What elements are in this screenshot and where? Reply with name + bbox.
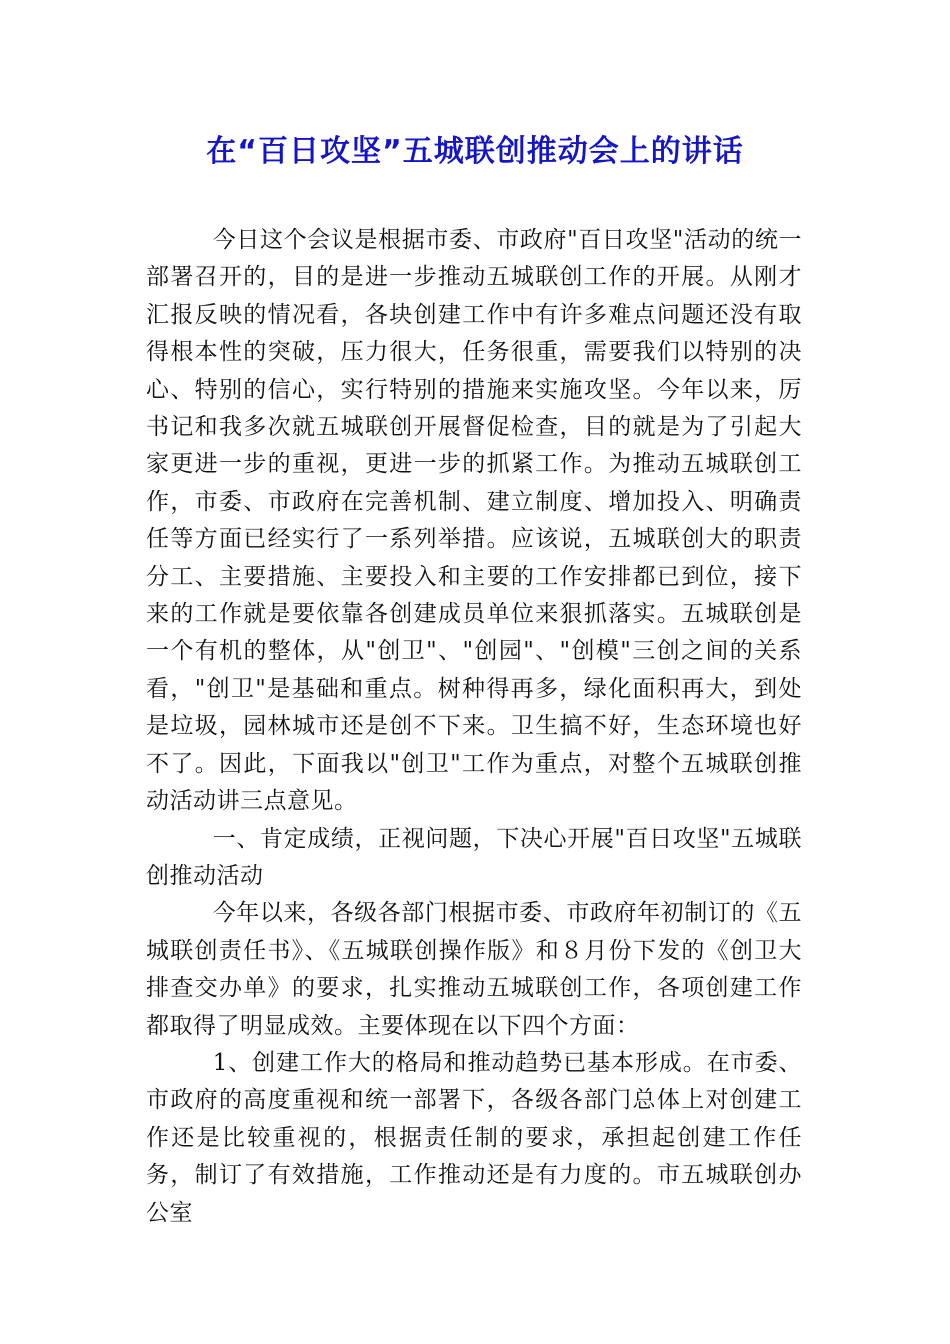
- document-title: 在“百日攻坚”五城联创推动会上的讲话: [206, 134, 744, 169]
- paragraph-achievements: 今年以来，各级各部门根据市委、市政府年初制订的《五城联创责任书》、《五城联创操作版》和８月份下发的《创卫大排查交办单》的要求，扎实推动五城联创工作，各项创建工作都取得了明显成效。主要体现在以下四个方面：: [146, 900, 802, 1039]
- paragraph-intro: 今日这个会议是根据市委、市政府"百日攻坚"活动的统一部署召开的，目的是进一步推动五城联创工作的开展。从刚才汇报反映的情况看，各块创建工作中有许多难点问题还没有取得根本性的突破，压力很大，任务很重，需要我们以特别的决心、特别的信心，实行特别的措施来实施攻坚。今年以来，厉书记和我多次就五城联创开展督促检查，目的就是为了引起大家更进一步的重视，更进一步的抓紧工作。为推动五城联创工作，市委、市政府在完善机制、建立制度、增加投入、明确责任等方面已经实行了一系列举措。应该说，五城联创大的职责分工、主要措施、主要投入和主要的工作安排都已到位，接下来的工作就是要依靠各创建成员单位来狠抓落实。五城联创是一个有机的整体，从"创卫"、"创园"、"创模"三创之间的关系看，"创卫"是基础和重点。树种得再多，绿化面积再大，到处是垃圾，园林城市还是创不下来。卫生搞不好，生态环境也好不了。因此，下面我以"创卫"工作为重点，对整个五城联创推动活动讲三点意见。: [146, 227, 802, 815]
- paragraph-point-1: 1、创建工作大的格局和推动趋势已基本形成。在市委、市政府的高度重视和统一部署下，各级各部门总体上对创建工作还是比较重视的，根据责任制的要求，承担起创建工作任务，制订了有效措施，工作推动还是有力度的。市五城联创办公室: [146, 1049, 802, 1226]
- document-body: [146, 222, 802, 1232]
- section-heading-1: 一、肯定成绩，正视问题，下决心开展"百日攻坚"五城联创推动活动: [146, 825, 802, 889]
